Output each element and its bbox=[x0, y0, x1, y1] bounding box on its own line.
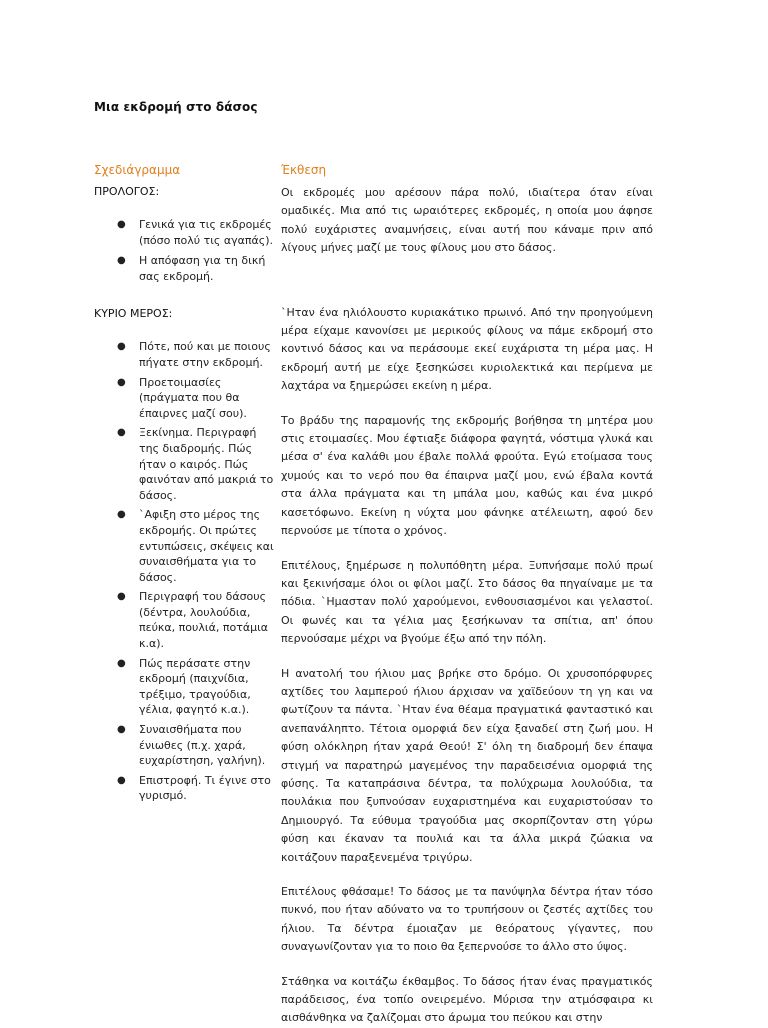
bullet-icon: ● bbox=[117, 657, 126, 669]
essay-paragraph: Στάθηκα να κοιτάζω έκθαμβος. Το δάσος ήταν ένας πραγματικός παράδεισος, ένα τοπίο ονειρεμένο. Μύρισα την ατμόσφαιρα κι αισθάνθηκα να ζαλίζομαι στο άρωμα του πεύκου και στην bbox=[281, 974, 653, 1025]
bullet-icon: ● bbox=[117, 219, 126, 230]
prologue-list bbox=[94, 217, 274, 284]
list-item: ● Περιγραφή του δάσους (δέντρα, λουλούδια, πεύκα, πουλιά, ποτάμια κ.α). bbox=[117, 590, 269, 651]
main-body-list bbox=[94, 339, 274, 804]
essay-paragraph: Επιτέλους φθάσαμε! Το δάσος με τα πανύψηλα δέντρα ήταν τόσο πυκνό, που ήταν αδύνατο να το τρυπήσουν οι ζεστές αχτίδες του ήλιου. Τα δέντρα έμοιαζαν με θεόρατους γίγαντες, που συναγωνίζονταν για το ποιο θα ξεπερνούσε το άλλο στο ύψος. bbox=[281, 885, 653, 954]
list-item: ● Ξεκίνημα. Περιγραφή της διαδρομής. Πώς ήταν ο καιρός. Πώς φαινόταν από μακριά το δάσος. bbox=[117, 426, 274, 502]
list-item: ● Γενικά για τις εκδρομές (πόσο πολύ τις αγαπάς). bbox=[117, 218, 273, 247]
list-item: ● Επιστροφή. Τι έγινε στο γυρισμό. bbox=[117, 773, 271, 803]
essay-paragraph: Το βράδυ της παραμονής της εκδρομής βοήθησα τη μητέρα μου στις ετοιμασίες. Μου έφτιαξε διάφορα φαγητά, νόστιμα γλυκά και μέσα σ' ένα καλάθι μου έβαλε πολλά φρούτα. Εγώ ετοίμασα τους χυμούς και το νερό που θα έπαιρνα μαζί μου, ενώ έβαλα κοντά στα άλλα πράγματα και τη μπάλα μου, καθώς και ένα μικρό κασετόφωνο. Εκείνη η νύχτα μου φάνηκε ατέλειωτη, αφού δεν περνούσε με τίποτα ο χρόνος. bbox=[281, 413, 653, 538]
bullet-icon: ● bbox=[117, 341, 126, 353]
essay-column bbox=[281, 162, 653, 1028]
essay-paragraph: `Ηταν ένα ηλιόλουστο κυριακάτικο πρωινό. Από την προηγούμενη μέρα είχαμε κανονίσει με μερικούς φίλους να πάμε εκδρομή στο κοντινό δάσος και να περάσουμε εκεί ευχάριστα τη μέρα μας. Η εκδρομή αυτή με είχε ξεσηκώσει κυριολεκτικά και περίμενα με λαχτάρα να ξημερώσει εκείνη η μέρα. bbox=[281, 305, 653, 393]
outline-heading: Σχεδιάγραμμα bbox=[94, 163, 181, 177]
bullet-icon: ● bbox=[117, 724, 126, 736]
bullet-icon: ● bbox=[117, 427, 126, 439]
bullet-icon: ● bbox=[117, 774, 126, 786]
bullet-icon: ● bbox=[117, 255, 126, 267]
bullet-icon: ● bbox=[117, 509, 126, 521]
list-item: ● Προετοιμασίες (πράγματα που θα έπαιρνες μαζί σου). bbox=[117, 375, 247, 420]
main-body-label: ΚΥΡΙΟ ΜΕΡΟΣ: bbox=[94, 307, 173, 321]
bullet-icon: ● bbox=[117, 376, 126, 388]
list-item: ● `Αφιξη στο μέρος της εκδρομής. Οι πρώτες εντυπώσεις, σκέψεις και συναισθήματα για το δάσος. bbox=[117, 508, 274, 584]
essay-paragraph: Οι εκδρομές μου αρέσουν πάρα πολύ, ιδιαίτερα όταν είναι ομαδικές. Μια από τις ωραιότερες εκδρομές, η οποία μου άφησε πολύ ευχάριστες αναμνήσεις, είναι αυτή που κάναμε πριν από λίγους μήνες μαζί με τους φίλους μου στο δάσος. bbox=[281, 186, 653, 255]
document-title: Μια εκδρομή στο δάσος bbox=[94, 100, 258, 114]
prologue-label: ΠΡΟΛΟΓΟΣ: bbox=[94, 185, 160, 198]
list-item: ● Η απόφαση για τη δική σας εκδρομή. bbox=[117, 254, 266, 283]
bullet-icon: ● bbox=[117, 591, 126, 603]
list-item: ● Πώς περάσατε στην εκδρομή (παιχνίδια, τρέξιμο, τραγούδια, γέλια, φαγητό κ.α.). bbox=[117, 656, 251, 717]
essay-heading: Έκθεση bbox=[281, 163, 327, 177]
list-item: ● Πότε, πού και με ποιους πήγατε στην εκδρομή. bbox=[117, 340, 271, 369]
list-item: ● Συναισθήματα που ένιωθες (π.χ. χαρά, ευχαρίστηση, γαλήνη). bbox=[117, 723, 266, 768]
essay-paragraph: Επιτέλους, ξημέρωσε η πολυπόθητη μέρα. Ξυπνήσαμε πολύ πρωί και ξεκινήσαμε όλοι οι φίλοι μαζί. Στο δάσος θα πηγαίναμε με τα πόδια. `Ημασταν πολύ χαρούμενοι, ενθουσιασμένοι και γελαστοί. Οι φωνές και τα γέλια μας ξεσήκωναν τα σπίτια, απ' όπου περνούσαμε μέχρι να βγούμε έξω από την πόλη. bbox=[281, 558, 653, 646]
essay-paragraph: Η ανατολή του ήλιου μας βρήκε στο δρόμο. Οι χρυσοπόρφυρες αχτίδες του λαμπερού ήλιου άρχισαν να χαϊδεύουν τη γη και να φωτίζουν τα πάντα. `Ηταν ένα θέαμα πραγματικά φανταστικό και ανεπανάληπτο. Τέτοια ομορφιά δεν είχα ξαναδεί στη ζωή μου. Η φύση ολόκληρη ήταν χαρά Θεού! Σ' όλη τη διαδρομή δεν έπαψα στιγμή να παρατηρώ μαγεμένος την παραδεισένια ομορφιά της φύσης. Τα καταπράσινα δέντρα, τα πολύχρωμα λουλούδια, τα πουλάκια που ξυπνούσαν ευχαριστημένα και ευχαριστούσαν το Δημιουργό. Τα εύθυμα τραγούδια μας σκορπίζονταν στη γύρω φύση και έκαναν τα πουλιά και τα άλλα μικρά ζώακια να κοιτάζουν παραξενεμένα τριγύρω. bbox=[281, 666, 653, 864]
outline-column bbox=[94, 162, 274, 808]
